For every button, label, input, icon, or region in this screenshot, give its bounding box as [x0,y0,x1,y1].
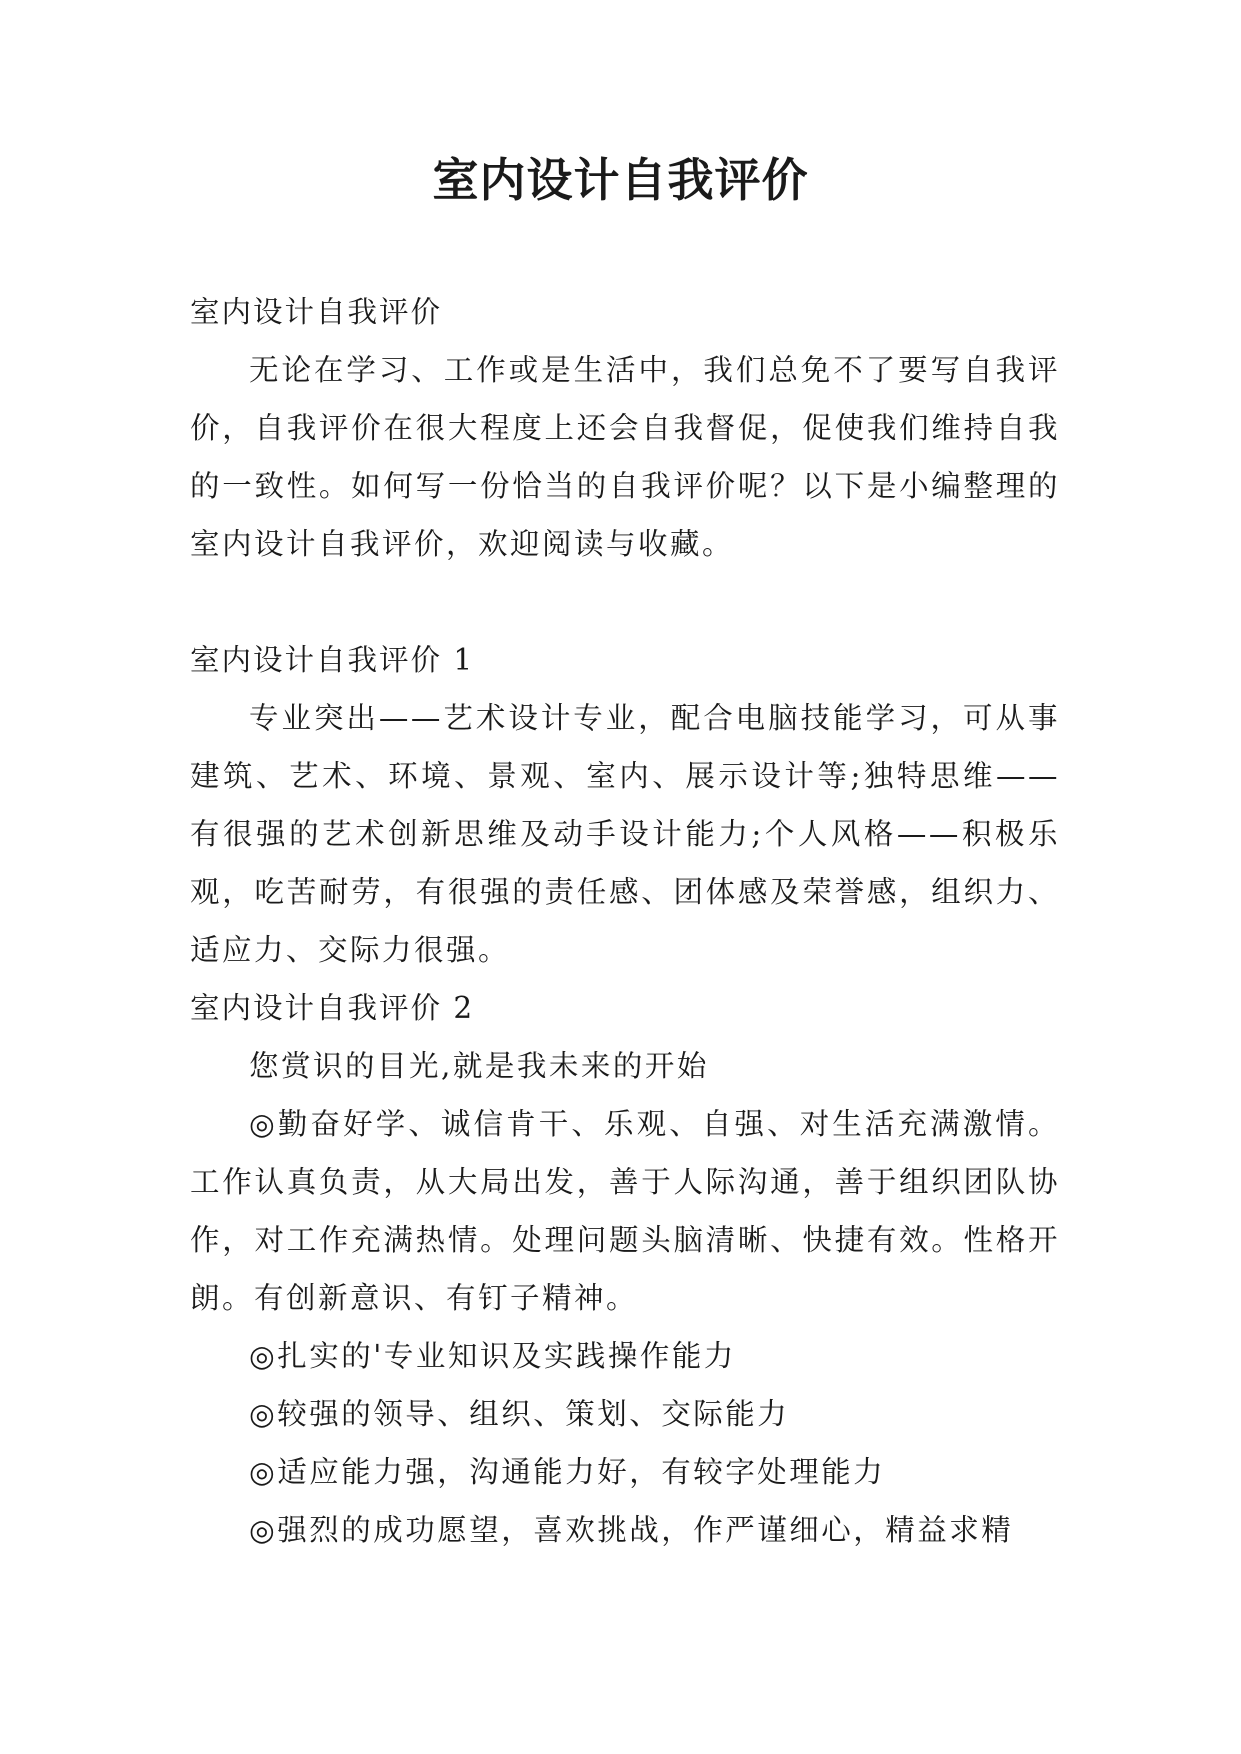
document-body [190,283,1060,1559]
section2-item1: ◎扎实的'专业知识及实践操作能力 [249,1339,736,1373]
section2-item4: ◎强烈的成功愿望，喜欢挑战，作严谨细心，精益求精 [249,1513,1014,1547]
section2-heading: 室内设计自我评价 2 [190,991,475,1025]
document-title: 室内设计自我评价 [432,153,809,207]
section1-paragraph: 专业突出——艺术设计专业，配合电脑技能学习，可从事建筑、艺术、环境、景观、室内、展示设计等;独特思维——有很强的艺术创新思维及动手设计能力;个人风格——积极乐观，吃苦耐劳，有很强的责任感、团体感及荣誉感，组织力、适应力、交际力很强。 [190,701,1060,967]
intro-paragraph: 无论在学习、工作或是生活中，我们总免不了要写自我评价，自我评价在很大程度上还会自我督促，促使我们维持自我的一致性。如何写一份恰当的自我评价呢？以下是小编整理的室内设计自我评价，欢迎阅读与收藏。 [190,353,1060,561]
section-spacer [190,573,1060,631]
section2-paragraph1: ◎勤奋好学、诚信肯干、乐观、自强、对生活充满激情。工作认真负责，从大局出发，善于人际沟通，善于组织团队协作，对工作充满热情。处理问题头脑清晰、快捷有效。性格开朗。有创新意识、有钉子精神。 [190,1107,1060,1315]
section2-item2: ◎较强的领导、组织、策划、交际能力 [249,1397,790,1431]
section1-heading: 室内设计自我评价 1 [190,643,475,677]
section2-item3: ◎适应能力强，沟通能力好，有较字处理能力 [249,1455,886,1489]
intro-heading: 室内设计自我评价 [190,295,443,329]
section2-line1: 您赏识的目光,就是我未来的开始 [249,1049,709,1083]
